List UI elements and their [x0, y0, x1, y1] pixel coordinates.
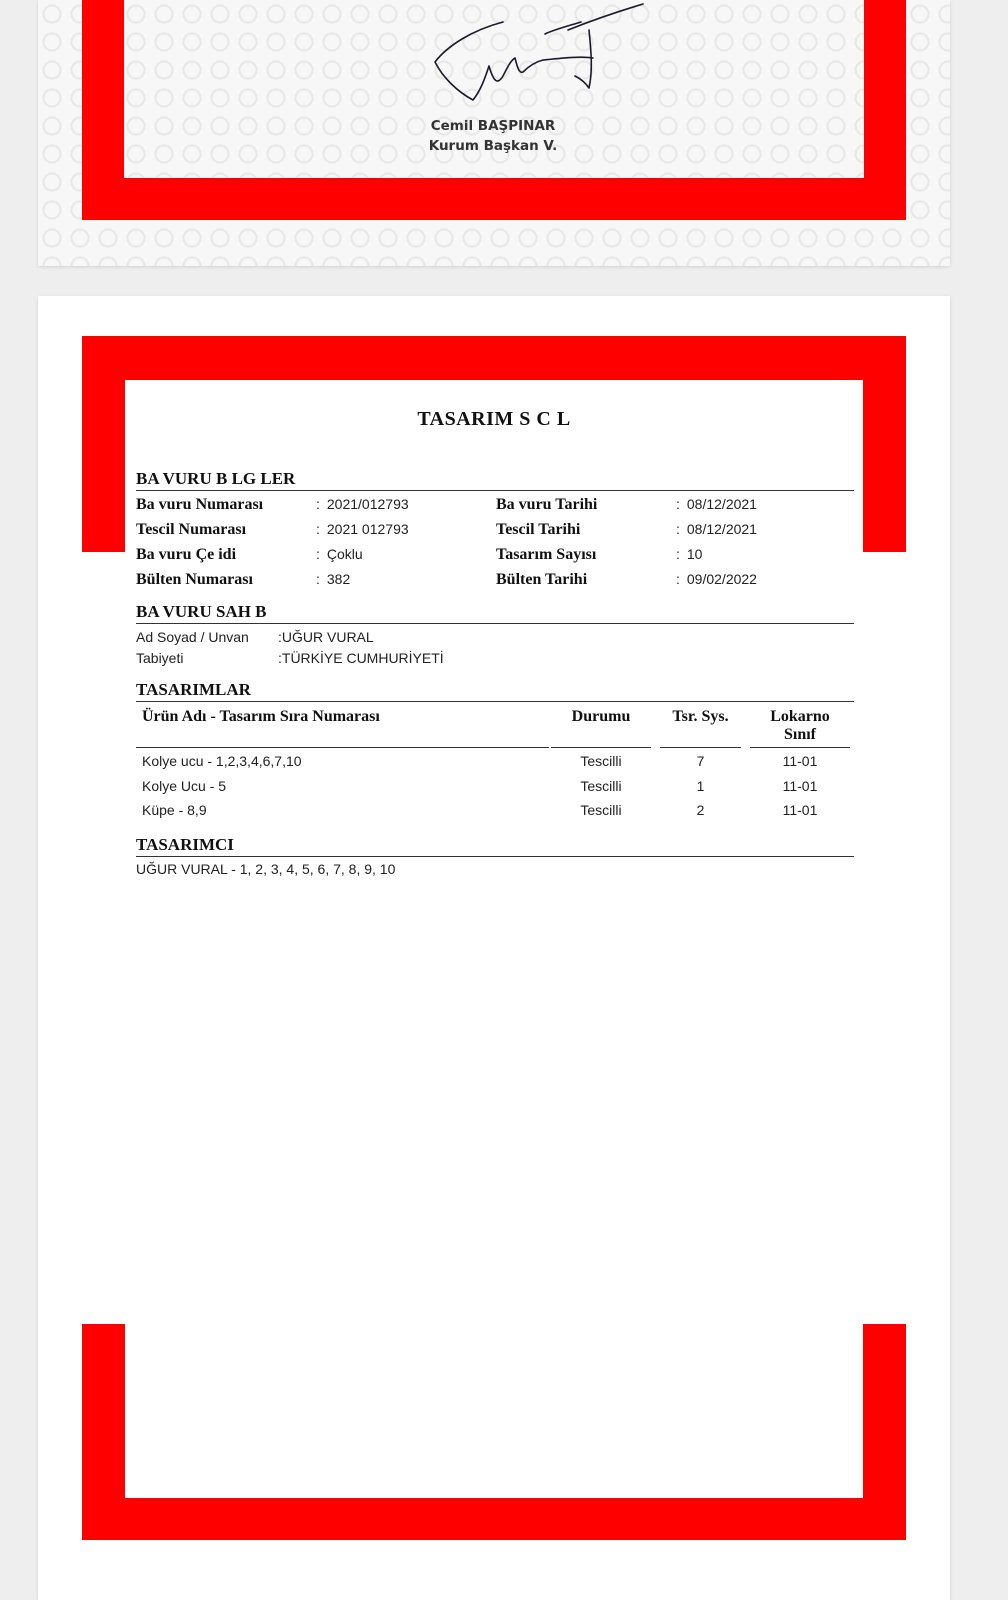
frame-top-left-bar: [82, 336, 125, 552]
certificate-page: [38, 296, 950, 1600]
application-info-heading: BA VURU B LG LER: [136, 469, 854, 491]
application-date-value: : 08/12/2021: [676, 496, 757, 512]
row-2-product: Kolye Ucu - 5: [142, 778, 227, 794]
bulletin-date-value: : 09/02/2022: [676, 571, 757, 587]
row-1-product: Kolye ucu - 1,2,3,4,6,7,10: [142, 753, 302, 769]
application-type-value: : Çoklu: [316, 546, 363, 562]
application-number-value: : 2021/012793: [316, 496, 409, 512]
row-3-count: 2: [696, 802, 705, 818]
row-3-product: Küpe - 8,9: [142, 802, 207, 818]
designer-value: UĞUR VURAL - 1, 2, 3, 4, 5, 6, 7, 8, 9, 10: [136, 861, 396, 877]
application-type-label: Ba vuru Çe idi: [136, 546, 237, 563]
bulletin-number-value: : 382: [316, 571, 351, 587]
column-locarno: Lokarno Sınıf: [750, 708, 850, 748]
row-1-locarno: 11-01: [782, 753, 818, 769]
owner-heading: BA VURU SAH B: [136, 602, 854, 624]
owner-name-value: :UĞUR VURAL: [278, 629, 374, 645]
registration-date-value: : 08/12/2021: [676, 521, 757, 537]
signature-image: [393, 0, 653, 112]
row-1-count: 7: [696, 753, 705, 769]
owner-name-label: Ad Soyad / Unvan: [136, 629, 249, 645]
row-2-count: 1: [696, 778, 705, 794]
nationality-label: Tabiyeti: [136, 650, 184, 666]
frame-top-bar: [82, 336, 906, 380]
column-status: Durumu: [551, 708, 651, 748]
row-3-locarno: 11-01: [782, 802, 818, 818]
document-title: TASARIM S C L: [417, 408, 571, 430]
frame-bottom-bar: [82, 1498, 906, 1540]
row-1-status: Tescilli: [580, 753, 622, 769]
signer-title: Kurum Başkan V.: [428, 138, 558, 154]
row-3-status: Tescilli: [580, 802, 622, 818]
frame-top-right-bar: [863, 336, 906, 552]
bulletin-number-label: Bülten Numarası: [136, 571, 253, 588]
row-2-locarno: 11-01: [782, 778, 818, 794]
registration-date-label: Tescil Tarihi: [496, 521, 581, 538]
application-date-label: Ba vuru Tarihi: [496, 496, 598, 513]
signer-block: [398, 116, 588, 156]
frame-bottom-bar: [82, 178, 906, 220]
designer-heading: TASARIMCI: [136, 835, 854, 857]
previous-page: [38, 0, 950, 266]
designs-heading: TASARIMLAR: [136, 680, 854, 702]
design-count-label: Tasarım Sayısı: [496, 546, 597, 563]
design-count-value: : 10: [676, 546, 703, 562]
signer-name: Cemil BAŞPINAR: [430, 118, 556, 134]
registration-number-label: Tescil Numarası: [136, 521, 247, 538]
application-number-label: Ba vuru Numarası: [136, 496, 264, 513]
column-count: Tsr. Sys.: [660, 708, 741, 748]
row-2-status: Tescilli: [580, 778, 622, 794]
registration-number-value: : 2021 012793: [316, 521, 409, 537]
bulletin-date-label: Bülten Tarihi: [496, 571, 588, 588]
column-product: Ürün Adı - Tasarım Sıra Numarası: [136, 708, 549, 748]
nationality-value: :TÜRKİYE CUMHURİYETİ: [278, 650, 444, 666]
